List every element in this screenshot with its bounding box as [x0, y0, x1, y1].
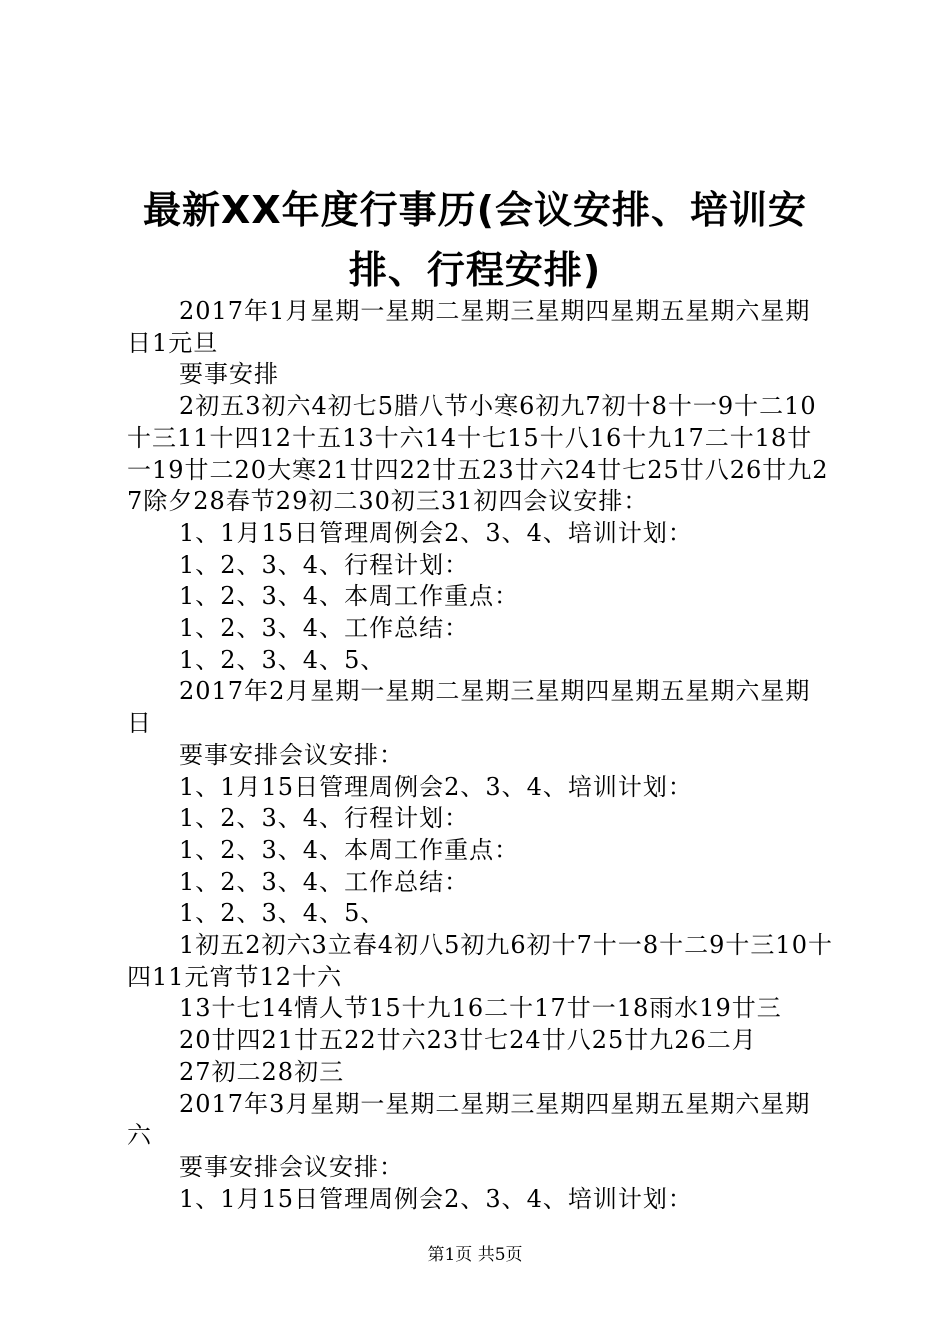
paragraph: 1、1月15日管理周例会2、3、4、培训计划： — [179, 772, 693, 801]
paragraph: 1初五2初六3立春4初八5初九6初十7十一8十二9十三10十四11元宵节12十六 — [127, 931, 833, 991]
paragraph: 1、2、3、4、行程计划： — [179, 804, 470, 833]
paragraph: 1、2、3、4、工作总结： — [179, 614, 470, 643]
paragraph: 1、2、3、4、工作总结： — [179, 867, 470, 896]
paragraph: 2017年3月星期一星期二星期三星期四星期五星期六星期六 — [127, 1089, 811, 1150]
document-title: 最新XX年度行事历(会议安排、培训安排、行程安排) — [143, 188, 807, 292]
paragraph: 1、2、3、4、本周工作重点： — [179, 835, 520, 864]
paragraph: 2017年1月星期一星期二星期三星期四星期五星期六星期日1元旦 — [127, 297, 811, 357]
paragraph: 1、1月15日管理周例会2、3、4、培训计划： — [179, 1184, 693, 1213]
paragraph: 2初五3初六4初七5腊八节小寒6初九7初十8十一9十二10十三11十四12十五13十六14十七15十八16十九17二十18廿一19廿二20大寒21廿四22廿五23廿六24廿七25廿八26廿九27除夕28春节29初二30初三31初四会议安排： — [127, 392, 829, 516]
paragraph: 20廿四21廿五22廿六23廿七24廿八25廿九26二月 — [179, 1026, 757, 1055]
paragraph: 1、2、3、4、5、 — [179, 899, 386, 928]
document-body — [127, 296, 833, 1215]
paragraph: 1、2、3、4、本周工作重点： — [179, 582, 520, 611]
paragraph: 1、1月15日管理周例会2、3、4、培训计划： — [179, 518, 693, 547]
paragraph: 要事安排会议安排： — [179, 1152, 404, 1181]
paragraph: 27初二28初三 — [179, 1057, 345, 1086]
paragraph: 2017年2月星期一星期二星期三星期四星期五星期六星期日 — [127, 677, 811, 738]
paragraph: 1、2、3、4、行程计划： — [179, 550, 470, 579]
paragraph: 要事安排会议安排： — [179, 740, 404, 769]
page-footer: 第1页 共5页 — [427, 1245, 523, 1265]
paragraph: 13十七14情人节15十九16二十17廿一18雨水19廿三 — [179, 994, 782, 1023]
paragraph: 1、2、3、4、5、 — [179, 645, 386, 674]
paragraph: 要事安排 — [179, 360, 279, 389]
